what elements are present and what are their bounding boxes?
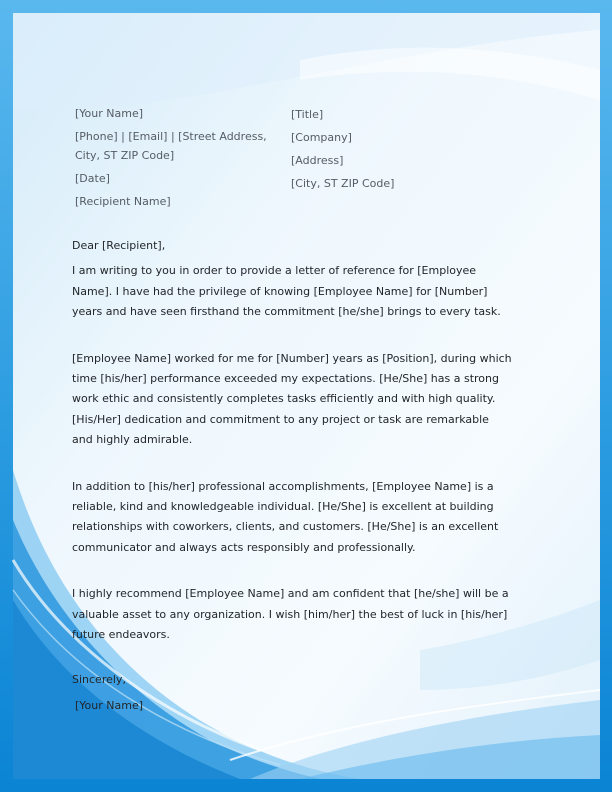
letter-date: [Date] (75, 172, 110, 185)
recipient-address: [Address] (291, 154, 344, 167)
paragraph-recommendation: I highly recommend [Employee Name] and am confident that [he/she] will be a valuable asset to any organization. I wish [him/her] the best of luck in [his/her] future endeavors. (72, 587, 509, 642)
signature-name: [Your Name] (75, 698, 144, 712)
paragraph-personal-qualities: In addition to [his/her] professional accomplishments, [Employee Name] is a reliable, kind and knowledgeable individual. [He/She] is excellent at building relationships with coworkers, clients, and customers. [He/She] is an excellent communicator and always acts responsibly and professionally. (72, 479, 499, 554)
recipient-city-state-zip: [City, ST ZIP Code] (291, 177, 395, 190)
closing: Sincerely, (72, 672, 126, 686)
recipient-title: [Title] (291, 108, 324, 121)
recipient-name: [Recipient Name] (75, 195, 171, 208)
recipient-company: [Company] (291, 131, 352, 144)
salutation: Dear [Recipient], (72, 239, 166, 252)
paragraph-intro: I am writing to you in order to provide a letter of reference for [Employee Name]. I have had the privilege of knowing [Employee Name] for [Number] years and have seen firsthand the commitment [he/she] brings to every task. (72, 264, 501, 319)
sender-contact: [Phone] | [Email] | [Street Address, City, ST ZIP Code] (75, 130, 267, 162)
letter-body (72, 236, 512, 716)
sender-block (75, 104, 289, 215)
recipient-address-block (291, 105, 441, 197)
sender-name: [Your Name] (75, 107, 144, 120)
paragraph-work-history: [Employee Name] worked for me for [Number] years as [Position], during which time [his/her] performance exceeded my expectations. [He/She] has a strong work ethic and consistently completes tasks efficiently and with high quality. [His/Her] dedication and commitment to any project or task are remarkable and highly admirable. (72, 351, 512, 447)
